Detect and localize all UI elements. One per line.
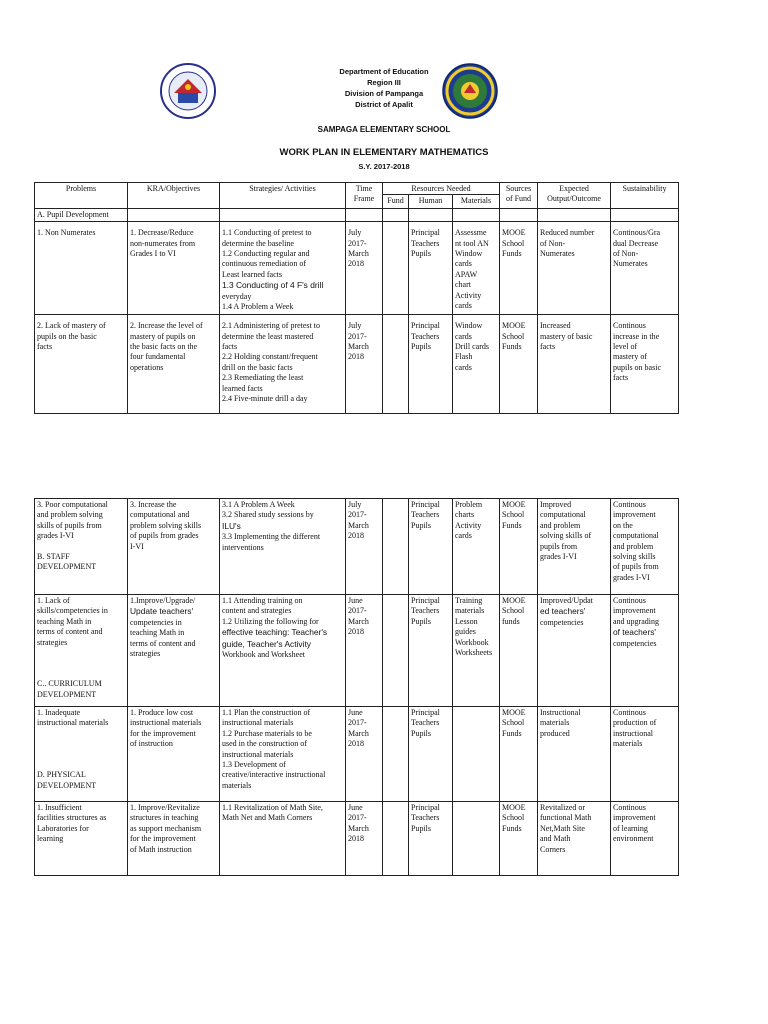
materials-cell — [453, 707, 500, 802]
header-line-department: Department of Education — [339, 67, 429, 76]
time-frame-cell: July 2017- March 2018 — [346, 222, 383, 315]
materials-cell: Assessme nt tool AN Window cards APAW chart Activity cards — [453, 222, 500, 315]
strategy-text: 3.3 Implementing the different interventions — [222, 532, 321, 552]
col-header-fund: Fund — [383, 195, 409, 208]
sustainability-text: Continous improvement and upgrading — [613, 596, 659, 626]
problem-cell — [35, 499, 128, 595]
section-label-curriculum: C.. CURRICULUM DEVELOPMENT — [37, 679, 102, 699]
source-of-fund-cell: MOOE School funds — [500, 595, 538, 707]
human-resources-cell: Principal Teachers Pupils — [409, 707, 453, 802]
kra-cell: 2. Increase the level of mastery of pupils on the basic facts on the four fundamental operations — [128, 315, 220, 414]
header-line-district: District of Apalit — [355, 100, 413, 109]
strategy-text: 1.1 Conducting of pretest to determine the baseline 1.2 Conducting regular and continuous remediation of Least learned facts — [222, 228, 312, 279]
problem-cell: 2. Lack of mastery of pupils on the basic facts — [35, 315, 128, 414]
table-row — [35, 315, 679, 414]
table-row — [35, 499, 679, 595]
expected-text-alt-font: ed teachers' — [540, 606, 586, 617]
section-label-staff: B. STAFF DEVELOPMENT — [37, 552, 97, 572]
table-row — [35, 802, 679, 876]
human-resources-cell: Principal Teachers Pupils — [409, 802, 453, 876]
time-frame-cell: July 2017- March 2018 — [346, 499, 383, 595]
materials-cell: Window cards Drill cards Flash cards — [453, 315, 500, 414]
kra-text-alt-font: Update teachers' — [130, 606, 194, 617]
strategies-cell: 2.1 Administering of pretest to determine the least mastered facts 2.2 Holding constant/frequent drill on the basic facts 2.3 Remediating the least learned facts 2.4 Five-minute drill a day — [220, 315, 346, 414]
expected-output-cell: Improved computational and problem solving skills of pupils from grades I-VI — [538, 499, 611, 595]
source-of-fund-cell: MOOE School Funds — [500, 802, 538, 876]
problem-text: 1. Lack of skills/competencies in teaching Math in terms of content and strategies — [37, 596, 108, 647]
kra-text: competencies in teaching Math in terms of content and strategies — [130, 617, 196, 659]
human-resources-cell: Principal Teachers Pupils — [409, 595, 453, 707]
strategy-text-alt-font: ILU's — [222, 520, 241, 531]
col-header-expected: Expected Output/Outcome — [538, 183, 611, 209]
strategy-text: Workbook and Worksheet — [222, 650, 305, 660]
time-frame-cell: June 2017- March 2018 — [346, 802, 383, 876]
strategy-text: 3.1 A Problem A Week 3.2 Shared study sessions by — [222, 500, 314, 520]
section-label-pupil: A. Pupil Development — [35, 208, 128, 221]
sustainability-text-alt-font: of teachers' — [613, 627, 657, 638]
school-year: S.Y. 2017-2018 — [358, 162, 410, 171]
kra-cell — [128, 595, 220, 707]
col-header-problems: Problems — [35, 183, 128, 209]
time-frame-cell: June 2017- March 2018 — [346, 595, 383, 707]
problem-text: 1. Inadequate instructional materials — [37, 708, 109, 728]
expected-text: Improved/Updat — [540, 596, 593, 605]
kra-cell: 1. Produce low cost instructional materials for the improvement of instruction — [128, 707, 220, 802]
problem-cell: 1. Non Numerates — [35, 222, 128, 315]
fund-cell — [383, 595, 409, 707]
school-name: SAMPAGA ELEMENTARY SCHOOL — [317, 125, 451, 134]
col-header-kra: KRA/Objectives — [128, 183, 220, 209]
time-frame-cell: July 2017- March 2018 — [346, 315, 383, 414]
col-header-materials: Materials — [453, 195, 500, 208]
col-header-human: Human — [409, 195, 453, 208]
header-line-division: Division of Pampanga — [344, 89, 424, 98]
sustainability-text: competencies — [613, 638, 657, 648]
sustainability-cell: Continous improvement of learning environment — [611, 802, 679, 876]
expected-output-cell: Reduced number of Non- Numerates — [538, 222, 611, 315]
kra-text: 1.Improve/Upgrade/ — [130, 596, 196, 605]
expected-output-cell: Revitalized or functional Math Net,Math Site and Math Corners — [538, 802, 611, 876]
table-header-row — [35, 183, 679, 195]
problem-cell — [35, 707, 128, 802]
human-resources-cell: Principal Teachers Pupils — [409, 499, 453, 595]
col-header-time-frame: Time Frame — [346, 183, 383, 209]
strategy-text: everyday 1.4 A Problem a Week — [222, 291, 294, 312]
work-plan-table-page-1 — [34, 182, 679, 414]
problem-cell — [35, 595, 128, 707]
section-label-physical: D. PHYSICAL DEVELOPMENT — [37, 770, 97, 790]
table-row — [35, 707, 679, 802]
materials-cell: Training materials Lesson guides Workbook Worksheets — [453, 595, 500, 707]
kra-cell: 1. Decrease/Reduce non-numerates from Grades I to VI — [128, 222, 220, 315]
expected-output-cell: Increased mastery of basic facts — [538, 315, 611, 414]
fund-cell — [383, 315, 409, 414]
materials-cell — [453, 802, 500, 876]
sustainability-cell: Continous improvement on the computational and problem solving skills of pupils from grades I-VI — [611, 499, 679, 595]
time-frame-cell: June 2017- March 2018 — [346, 707, 383, 802]
work-plan-table-page-2 — [34, 498, 679, 876]
strategies-cell — [220, 595, 346, 707]
strategies-cell: 1.1 Plan the construction of instructional materials 1.2 Purchase materials to be used in the construction of instructional materials 1.3 Development of creative/interactive instructional materials — [220, 707, 346, 802]
kra-cell: 3. Increase the computational and problem solving skills of pupils from grades I-VI — [128, 499, 220, 595]
fund-cell — [383, 499, 409, 595]
problem-cell: 1. Insufficient facilities structures as Laboratories for learning — [35, 802, 128, 876]
deped-header — [0, 66, 768, 110]
fund-cell — [383, 222, 409, 315]
col-header-sources: Sources of Fund — [500, 183, 538, 209]
source-of-fund-cell: MOOE School Funds — [500, 707, 538, 802]
table-row — [35, 595, 679, 707]
strategies-cell — [220, 222, 346, 315]
col-header-resources: Resources Needed — [383, 183, 500, 195]
sustainability-cell — [611, 595, 679, 707]
strategies-cell — [220, 499, 346, 595]
section-row — [35, 208, 679, 221]
header-line-region: Region III — [367, 78, 401, 87]
strategy-text: 1.1 Attending training on content and strategies 1.2 Utilizing the following for — [222, 596, 319, 626]
strategy-text-alt-font: effective teaching: Teacher's guide, Teacher's Activity — [222, 627, 328, 649]
sustainability-cell: Continous increase in the level of mastery of pupils on basic facts — [611, 315, 679, 414]
source-of-fund-cell: MOOE School Funds — [500, 315, 538, 414]
strategy-text-alt-font: 1.3 Conducting of 4 F's drill — [222, 280, 324, 291]
expected-output-cell: Instructional materials produced — [538, 707, 611, 802]
col-header-strategies: Strategies/ Activities — [220, 183, 346, 209]
materials-cell: Problem charts Activity cards — [453, 499, 500, 595]
human-resources-cell: Principal Teachers Pupils — [409, 315, 453, 414]
sustainability-cell: Continous/Gra dual Decrease of Non- Numerates — [611, 222, 679, 315]
problem-text: 3. Poor computational and problem solving skills of pupils from grades I-VI — [37, 500, 108, 541]
source-of-fund-cell: MOOE School Funds — [500, 499, 538, 595]
expected-output-cell — [538, 595, 611, 707]
human-resources-cell: Principal Teachers Pupils — [409, 222, 453, 315]
table-row — [35, 222, 679, 315]
sustainability-cell: Continous production of instructional materials — [611, 707, 679, 802]
strategies-cell: 1.1 Revitalization of Math Site, Math Net and Math Corners — [220, 802, 346, 876]
kra-cell: 1. Improve/Revitalize structures in teaching as support mechanism for the improvement of Math instruction — [128, 802, 220, 876]
fund-cell — [383, 707, 409, 802]
source-of-fund-cell: MOOE School Funds — [500, 222, 538, 315]
fund-cell — [383, 802, 409, 876]
col-header-sustainability: Sustainability — [611, 183, 679, 209]
expected-text: competencies — [540, 617, 584, 627]
page-title: WORK PLAN IN ELEMENTARY MATHEMATICS — [279, 147, 489, 158]
